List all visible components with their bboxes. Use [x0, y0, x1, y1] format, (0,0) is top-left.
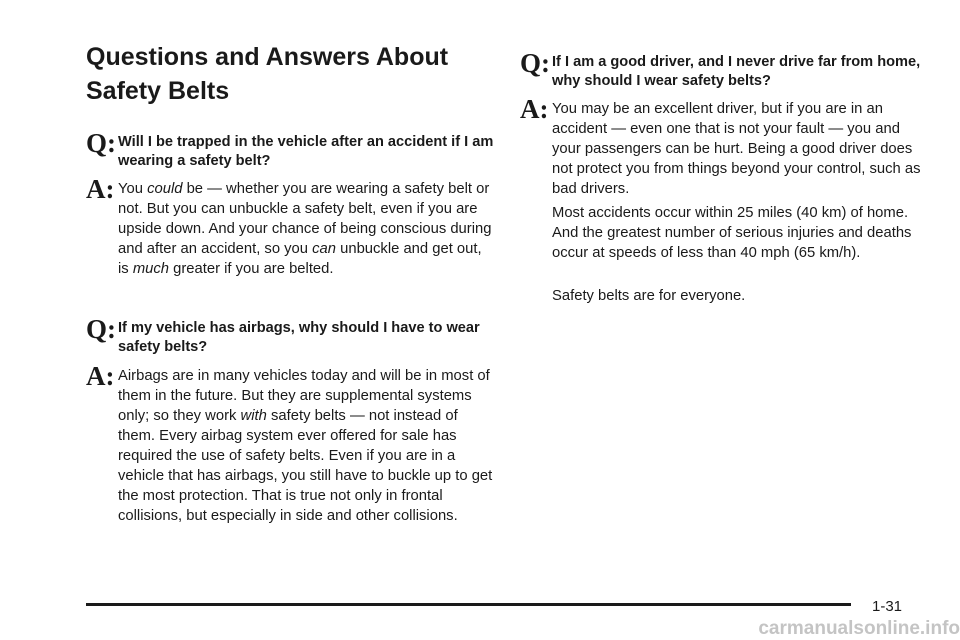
footer-rule: [86, 603, 851, 606]
answer-1-part: unbuckle and get out, is: [118, 241, 482, 277]
answer-1-emphasis: much: [132, 261, 169, 277]
question-3-text: If I am a good driver, and I never drive far from home, why should I wear safety belts?: [552, 54, 921, 89]
question-1: [86, 128, 496, 171]
question-mark-label: Q:: [86, 314, 116, 344]
answer-1-part: be — whether you are wearing a safety belt or not. But you can unbuckle a safety belt, even if you are upside down. And your chance of being conscious during and after an accident, so you: [118, 181, 492, 257]
paragraph-accident-statistics: Most accidents occur within 25 miles (40 km) of home. And the greatest number of serious injuries and deaths occur at speeds of less than 40 mph (65 km/h).: [552, 205, 912, 261]
question-3: [520, 48, 930, 91]
answer-2-emphasis: with: [240, 408, 267, 424]
answer-2-text: [118, 366, 498, 526]
question-1-text: Will I be trapped in the vehicle after an accident if I am wearing a safety belt?: [118, 134, 494, 169]
answer-mark-label: A:: [86, 361, 115, 391]
answer-mark-label: A:: [520, 94, 549, 124]
answer-2: [86, 361, 498, 541]
answer-1-text: [118, 179, 496, 279]
question-2: [86, 314, 496, 357]
answer-3-text: You may be an excellent driver, but if you are in an accident — even one that is not your fault — you and your passengers can be hurt. Being a good driver does not protect you from things beyond your control, such as bad drivers.: [552, 101, 921, 197]
answer-1-emphasis: can: [312, 241, 336, 257]
watermark: carmanualsonline.info: [758, 618, 960, 639]
question-mark-label: Q:: [520, 48, 550, 78]
question-2-text: If my vehicle has airbags, why should I have to wear safety belts?: [118, 320, 480, 355]
page-number: 1-31: [872, 598, 903, 615]
answer-1-part: greater if you are belted.: [169, 261, 334, 277]
answer-1-part: You: [118, 181, 148, 197]
answer-2-part: safety belts — not instead of them. Every airbag system ever offered for sale has required the use of safety belts. Even if you are in a vehicle that has airbags, you still have to buckle up to get the most protection. That is true not only in frontal collisions, but especially in side and other collisions.: [118, 408, 493, 524]
answer-2-part: Airbags are in many vehicles today and will be in most of them in the future. But they are supplemental systems only; so they work: [118, 368, 490, 424]
answer-1: [86, 174, 496, 294]
answer-1-emphasis: could: [147, 181, 183, 197]
page-title: Questions and Answers About Safety Belts: [86, 43, 449, 105]
answer-3: [520, 94, 930, 214]
answer-mark-label: A:: [86, 174, 115, 204]
question-mark-label: Q:: [86, 128, 116, 158]
paragraph-safety-belts-for-everyone: Safety belts are for everyone.: [552, 288, 746, 304]
